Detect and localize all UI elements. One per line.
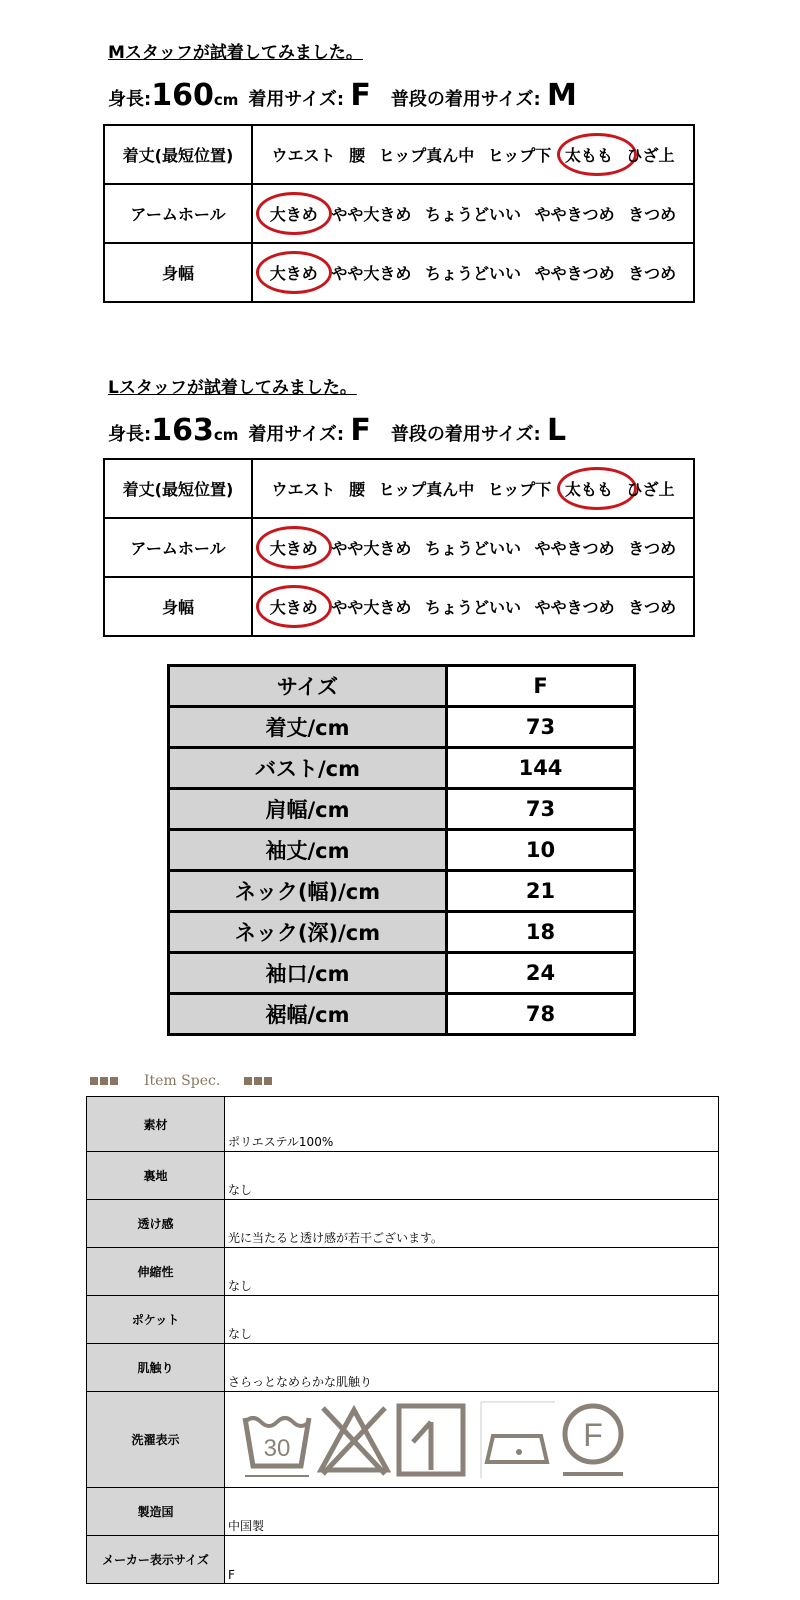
fit-option: やや大きめ [331,539,412,558]
size-row [169,707,635,748]
no-bleach-icon [317,1400,391,1480]
fit-option: ややきつめ [534,539,615,558]
item-spec-title: Item Spec. [144,1073,221,1089]
fit-row-width [104,577,694,636]
height-unit: cm [213,426,239,444]
fit-option: ヒップ下 [487,480,552,499]
size-value: 24 [447,953,635,994]
wear-size-label: 着用サイズ: [248,424,345,445]
size-key: 裾幅/cm [169,994,447,1035]
fit-option: ヒップ真ん中 [378,146,475,165]
fit-option: ヒップ真ん中 [378,480,475,499]
fit-options [252,184,694,243]
spec-label: 製造国 [87,1488,225,1536]
dryclean-letter: F [583,1416,603,1453]
fit-option-selected: 大きめ [266,536,322,559]
spec-row [87,1152,719,1200]
fit-option-selected: 太もも [561,143,617,166]
size-header-label: サイズ [169,666,447,707]
size-value: 10 [447,830,635,871]
size-key: 着丈/cm [169,707,447,748]
fit-option: ちょうどいい [424,539,521,558]
fit-option: 腰 [349,480,366,499]
dryclean-f-icon [557,1400,631,1480]
spec-label: 素材 [87,1097,225,1152]
fit-option: やや大きめ [331,264,412,283]
height-value: 160 [151,78,214,113]
fit-option: ややきつめ [534,598,615,617]
wash-30-icon [237,1400,317,1480]
square-icon [110,1077,118,1085]
spec-row [87,1200,719,1248]
iron-low-icon [479,1400,557,1480]
fit-row-label: アームホール [104,518,252,577]
size-key: 袖口/cm [169,953,447,994]
square-icon [100,1077,108,1085]
care-icons [225,1392,719,1488]
size-key: ネック(深)/cm [169,912,447,953]
staff-l-fit-table [103,458,695,637]
size-key: ネック(幅)/cm [169,871,447,912]
fit-options [252,125,694,184]
fit-option: きつめ [628,264,677,283]
spec-label: 透け感 [87,1200,225,1248]
square-icon [90,1077,98,1085]
fit-row-label: アームホール [104,184,252,243]
spec-row [87,1344,719,1392]
wash-temp: 30 [263,1434,291,1462]
fit-option-selected: 大きめ [266,202,322,225]
spec-row [87,1248,719,1296]
size-value: 73 [447,789,635,830]
fit-option: ややきつめ [534,264,615,283]
spec-label: ポケット [87,1296,225,1344]
fit-options [252,243,694,302]
fit-option: きつめ [628,539,677,558]
spec-row [87,1488,719,1536]
size-row [169,789,635,830]
fit-option: 腰 [349,146,366,165]
fit-row-label: 身幅 [104,577,252,636]
fit-option: きつめ [628,598,677,617]
fit-option-selected: 大きめ [266,261,322,284]
fit-row-armhole [104,184,694,243]
staff-m-title: Mスタッフが試着してみました。 [108,43,363,63]
wear-size-value: F [350,78,371,113]
square-icon [264,1077,272,1085]
height-label: 身長: [108,424,152,445]
square-icon [244,1077,252,1085]
size-value: 73 [447,707,635,748]
size-row [169,830,635,871]
fit-options [252,577,694,636]
size-key: 袖丈/cm [169,830,447,871]
fit-option: きつめ [628,205,677,224]
size-key: 肩幅/cm [169,789,447,830]
height-unit: cm [213,91,239,109]
spec-value: なし [225,1296,719,1344]
wear-size-value: F [350,413,371,448]
height-value: 163 [151,413,214,448]
fit-option: ひざ上 [626,146,675,165]
size-row [169,748,635,789]
spec-value: F [225,1536,719,1584]
spec-label: 裏地 [87,1152,225,1200]
fit-row-length [104,459,694,518]
size-header-value: F [447,666,635,707]
spec-value: なし [225,1248,719,1296]
staff-m-info [108,78,577,113]
spec-row [87,1296,719,1344]
wear-size-label: 着用サイズ: [248,89,345,110]
spec-value: ポリエステル100% [225,1097,719,1152]
fit-option: ヒップ下 [487,146,552,165]
fit-row-width [104,243,694,302]
square-icon [254,1077,262,1085]
size-row [169,912,635,953]
size-row [169,953,635,994]
spec-row [87,1536,719,1584]
size-key: バスト/cm [169,748,447,789]
size-value: 78 [447,994,635,1035]
size-value: 144 [447,748,635,789]
usual-size-value: L [546,413,567,448]
fit-row-armhole [104,518,694,577]
usual-size-value: M [546,78,577,113]
size-row [169,871,635,912]
size-row [169,994,635,1035]
size-table-header [169,666,635,707]
fit-row-label: 着丈(最短位置) [104,459,252,518]
spec-label: 伸縮性 [87,1248,225,1296]
usual-size-label: 普段の着用サイズ: [390,424,541,445]
fit-option: ちょうどいい [424,598,521,617]
size-value: 21 [447,871,635,912]
fit-row-label: 着丈(最短位置) [104,125,252,184]
usual-size-label: 普段の着用サイズ: [390,89,541,110]
staff-l-info [108,413,566,448]
fit-option: ややきつめ [534,205,615,224]
height-label: 身長: [108,89,152,110]
fit-row-length [104,125,694,184]
size-table [167,664,636,1036]
fit-row-label: 身幅 [104,243,252,302]
fit-option: ちょうどいい [424,264,521,283]
fit-option-selected: 太もも [561,477,617,500]
spec-label: 洗濯表示 [87,1392,225,1488]
spec-label: 肌触り [87,1344,225,1392]
size-value: 18 [447,912,635,953]
spec-row [87,1392,719,1488]
spec-value: なし [225,1152,719,1200]
spec-label: メーカー表示サイズ [87,1536,225,1584]
fit-option: やや大きめ [331,205,412,224]
fit-option: ウエスト [271,146,336,165]
spec-value: さらっとなめらかな肌触り [225,1344,719,1392]
spec-row [87,1097,719,1152]
fit-option: やや大きめ [331,598,412,617]
staff-l-title: Lスタッフが試着してみました。 [108,378,357,398]
fit-option: ウエスト [271,480,336,499]
item-spec-heading [90,1073,274,1089]
item-spec-table [86,1096,719,1584]
fit-options [252,459,694,518]
dry-flat-icon [391,1400,471,1480]
spec-value: 中国製 [225,1488,719,1536]
fit-option-selected: 大きめ [266,595,322,618]
fit-options [252,518,694,577]
staff-m-fit-table [103,124,695,303]
fit-option: ちょうどいい [424,205,521,224]
spec-value: 光に当たると透け感が若干ございます。 [225,1200,719,1248]
fit-option: ひざ上 [626,480,675,499]
